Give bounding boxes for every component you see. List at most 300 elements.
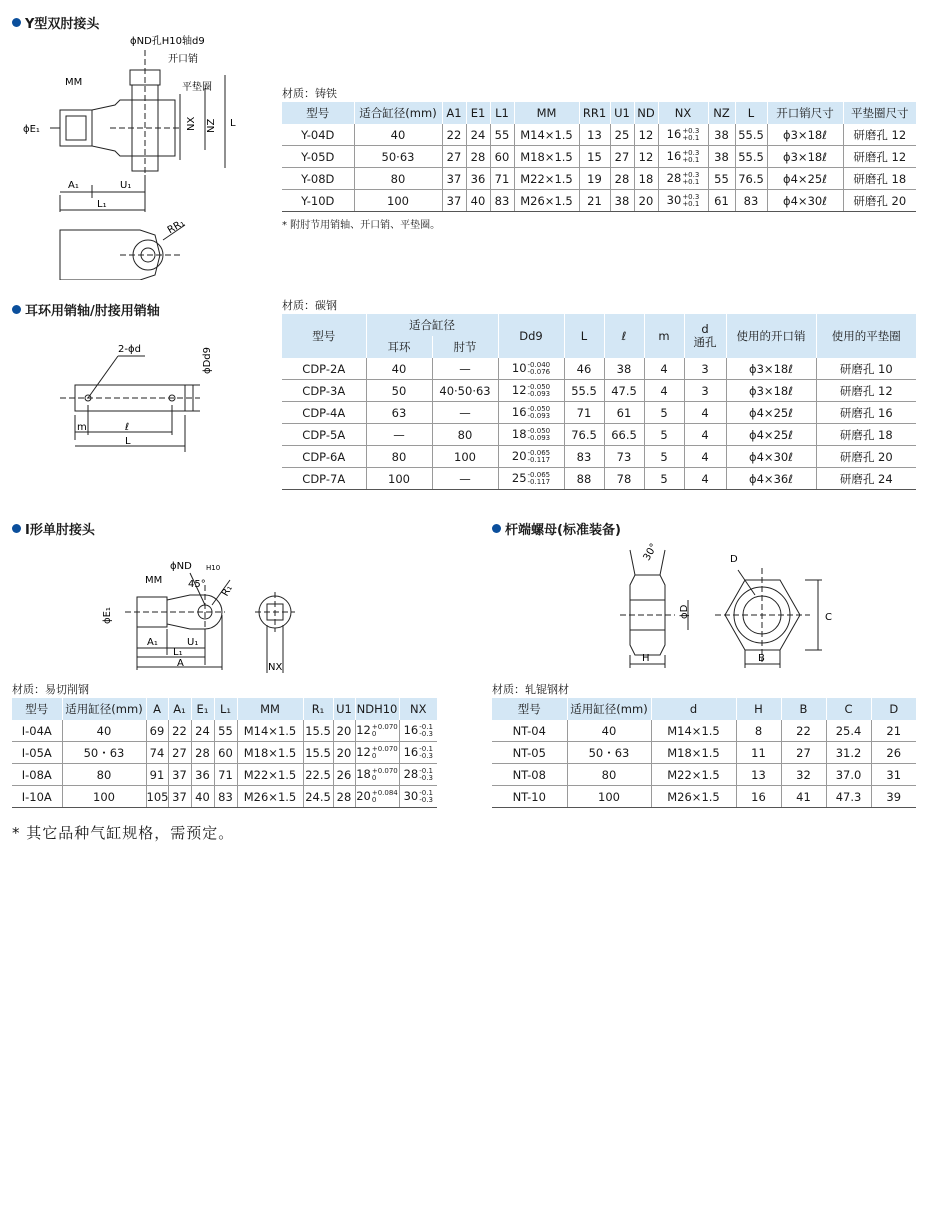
label-u1: U₁	[187, 637, 199, 648]
table-row	[282, 468, 916, 490]
table-cell: CDP-5A	[282, 424, 366, 446]
table-cell: 32	[781, 764, 826, 786]
pin-table	[282, 314, 916, 490]
label-nd-sub: H10	[206, 564, 221, 572]
table-cell: ϕ3×18ℓ	[726, 358, 816, 380]
table-row	[282, 424, 916, 446]
section-title-text: 耳环用销轴/肘接用销轴	[25, 304, 160, 319]
col-header: 使用的平垫圈	[816, 314, 916, 358]
table-cell: 12 +0.070 0	[355, 742, 399, 764]
table-cell: 13	[579, 124, 610, 146]
y-joint-drawing	[20, 30, 260, 280]
table-cell: 37.0	[826, 764, 871, 786]
section-title-text: 杆端螺母(标准装备)	[505, 523, 621, 538]
label-e1: ϕE₁	[23, 124, 40, 135]
table-cell: 4	[644, 358, 684, 380]
table-cell: 80	[366, 446, 432, 468]
table-cell: 40	[466, 190, 490, 212]
table-cell: M18×1.5	[651, 742, 736, 764]
table-row	[492, 764, 916, 786]
table-cell: ϕ3×18ℓ	[767, 124, 843, 146]
table-cell: 16	[736, 786, 781, 808]
table-cell: 31	[871, 764, 916, 786]
table-cell: 18 +0.070 0	[355, 764, 399, 786]
table-cell: M18×1.5	[237, 742, 303, 764]
col-header: m	[644, 314, 684, 358]
table-cell: 46	[564, 358, 604, 380]
col-header: L₁	[214, 698, 237, 720]
label-r1: R₁	[219, 583, 235, 599]
table-row	[12, 786, 437, 808]
table-cell: 研磨孔 20	[816, 446, 916, 468]
col-header: L	[735, 102, 767, 124]
table-cell: NT-10	[492, 786, 567, 808]
table-cell: 71	[564, 402, 604, 424]
table-cell: 4	[684, 446, 726, 468]
table-cell: 4	[684, 402, 726, 424]
table-cell: ϕ4×25ℓ	[726, 424, 816, 446]
table-cell: 100	[366, 468, 432, 490]
table-cell: ϕ4×25ℓ	[767, 168, 843, 190]
col-header: A	[146, 698, 168, 720]
y-joint-material: 材质：铸铁	[282, 87, 337, 100]
table-cell: ϕ4×30ℓ	[726, 446, 816, 468]
bullet-icon	[12, 305, 21, 314]
label-c: C	[825, 612, 832, 623]
table-cell: NT-05	[492, 742, 567, 764]
table-cell: 100	[432, 446, 498, 468]
table-cell: 66.5	[604, 424, 644, 446]
label-nd: ϕND孔H10轴d9	[130, 36, 205, 47]
label-h: H	[642, 653, 650, 664]
table-cell: 71	[214, 764, 237, 786]
table-cell: 12	[634, 146, 658, 168]
table-cell: 28	[466, 146, 490, 168]
table-cell: 研磨孔 10	[816, 358, 916, 380]
section-title-i-joint	[12, 519, 95, 538]
table-cell: 19	[579, 168, 610, 190]
label-d: ϕD	[679, 604, 690, 619]
table-cell: M22×1.5	[514, 168, 579, 190]
table-cell: 76.5	[564, 424, 604, 446]
col-header: A1	[442, 102, 466, 124]
table-cell: 12	[634, 124, 658, 146]
table-cell: I-05A	[12, 742, 62, 764]
col-header: 型号	[492, 698, 567, 720]
table-cell: 30 +0.3 +0.1	[658, 190, 708, 212]
col-header: 使用的开口销	[726, 314, 816, 358]
table-cell: 27	[610, 146, 634, 168]
col-header: 适用缸径(mm)	[62, 698, 146, 720]
col-header: d 通孔	[684, 314, 726, 358]
table-cell: 40	[191, 786, 214, 808]
i-joint-table	[12, 698, 437, 808]
col-header: ND	[634, 102, 658, 124]
col-header: 型号	[12, 698, 62, 720]
table-cell: 28 +0.3 +0.1	[658, 168, 708, 190]
label-mm: MM	[145, 575, 163, 586]
table-row	[282, 124, 916, 146]
col-header: L	[564, 314, 604, 358]
table-cell: 28	[191, 742, 214, 764]
table-row	[12, 720, 437, 742]
table-cell: 88	[564, 468, 604, 490]
table-cell: 50・63	[567, 742, 651, 764]
col-header: 型号	[282, 314, 366, 358]
table-cell: 55	[708, 168, 735, 190]
table-cell: 20	[634, 190, 658, 212]
bullet-icon	[12, 524, 21, 533]
table-cell: 27	[168, 742, 191, 764]
col-header: MM	[514, 102, 579, 124]
nut-header-row	[492, 698, 916, 720]
table-cell: 39	[871, 786, 916, 808]
table-cell: 12 -0.050 -0.093	[498, 380, 564, 402]
table-cell: 研磨孔 16	[816, 402, 916, 424]
col-header: NX	[399, 698, 437, 720]
table-cell: 83	[490, 190, 514, 212]
table-cell: 36	[191, 764, 214, 786]
table-row	[282, 168, 916, 190]
table-cell: 61	[604, 402, 644, 424]
label-angle: 45°	[188, 579, 206, 590]
table-cell: 研磨孔 20	[843, 190, 916, 212]
col-header: NZ	[708, 102, 735, 124]
table-cell: 5	[644, 446, 684, 468]
table-cell: 25	[610, 124, 634, 146]
col-header: 型号	[282, 102, 354, 124]
y-joint-header-row	[282, 102, 916, 124]
table-cell: 55	[490, 124, 514, 146]
col-header: MM	[237, 698, 303, 720]
table-cell: 5	[644, 468, 684, 490]
table-cell: 60	[214, 742, 237, 764]
table-cell: 18	[634, 168, 658, 190]
table-cell: 100	[62, 786, 146, 808]
section-title-nut	[492, 519, 621, 538]
table-cell: 4	[644, 380, 684, 402]
col-header: d	[651, 698, 736, 720]
table-cell: 3	[684, 380, 726, 402]
table-cell: 69	[146, 720, 168, 742]
col-header: NX	[658, 102, 708, 124]
table-cell: 76.5	[735, 168, 767, 190]
footer-note: * 其它品种气缸规格，需预定。	[12, 824, 235, 842]
table-row	[282, 146, 916, 168]
table-cell: 27	[442, 146, 466, 168]
label-split-pin: 开口销	[168, 54, 198, 65]
table-cell: 26	[333, 764, 355, 786]
table-cell: I-10A	[12, 786, 62, 808]
label-nx: NX	[186, 116, 197, 131]
table-cell: 26	[871, 742, 916, 764]
table-cell: CDP-3A	[282, 380, 366, 402]
table-cell: 16 +0.3 +0.1	[658, 124, 708, 146]
table-cell: CDP-7A	[282, 468, 366, 490]
table-cell: 16 -0.1 -0.3	[399, 742, 437, 764]
col-header: D	[871, 698, 916, 720]
table-cell: 37	[442, 168, 466, 190]
label-l: L	[230, 118, 236, 129]
table-cell: 16 +0.3 +0.1	[658, 146, 708, 168]
table-cell: Y-05D	[282, 146, 354, 168]
label-a1: A₁	[147, 637, 158, 648]
table-cell: 38	[708, 124, 735, 146]
table-cell: 83	[735, 190, 767, 212]
table-cell: —	[432, 358, 498, 380]
table-cell: 13	[736, 764, 781, 786]
table-cell: 55.5	[735, 124, 767, 146]
table-cell: 31.2	[826, 742, 871, 764]
table-cell: 研磨孔 24	[816, 468, 916, 490]
table-cell: 50・63	[62, 742, 146, 764]
table-cell: 5	[644, 424, 684, 446]
nut-table	[492, 698, 916, 808]
table-cell: 61	[708, 190, 735, 212]
label-nz: NZ	[206, 118, 217, 133]
table-cell: NT-04	[492, 720, 567, 742]
table-cell: 83	[564, 446, 604, 468]
table-cell: NT-08	[492, 764, 567, 786]
table-cell: 22.5	[303, 764, 333, 786]
table-cell: 91	[146, 764, 168, 786]
table-cell: 研磨孔 18	[816, 424, 916, 446]
table-cell: 20	[333, 742, 355, 764]
table-cell: 10 -0.040 -0.076	[498, 358, 564, 380]
col-header: E₁	[191, 698, 214, 720]
table-cell: 4	[684, 424, 726, 446]
table-row	[12, 742, 437, 764]
col-header: 适合缸径	[366, 314, 498, 336]
table-cell: —	[432, 468, 498, 490]
label-angle: 30°	[641, 541, 660, 563]
table-cell: CDP-6A	[282, 446, 366, 468]
bullet-icon	[12, 18, 21, 27]
table-cell: 50·63	[354, 146, 442, 168]
table-cell: 28	[610, 168, 634, 190]
col-header: Dd9	[498, 314, 564, 358]
table-cell: —	[432, 402, 498, 424]
table-cell: 4	[684, 468, 726, 490]
table-cell: 47.5	[604, 380, 644, 402]
table-cell: 3	[684, 358, 726, 380]
table-cell: 37	[168, 786, 191, 808]
table-cell: Y-08D	[282, 168, 354, 190]
table-cell: 60	[490, 146, 514, 168]
i-joint-drawing	[95, 555, 310, 675]
table-cell: 37	[442, 190, 466, 212]
section-title-pin	[12, 300, 160, 319]
table-cell: ϕ3×18ℓ	[726, 380, 816, 402]
table-row	[12, 764, 437, 786]
table-cell: 24	[466, 124, 490, 146]
i-joint-header-row	[12, 698, 437, 720]
col-header: E1	[466, 102, 490, 124]
pin-drawing	[60, 340, 220, 460]
table-cell: 36	[466, 168, 490, 190]
label-a: A	[177, 658, 184, 669]
table-cell: 47.3	[826, 786, 871, 808]
table-cell: 16 -0.1 -0.3	[399, 720, 437, 742]
table-cell: 73	[604, 446, 644, 468]
table-cell: M26×1.5	[651, 786, 736, 808]
table-cell: 12 +0.070 0	[355, 720, 399, 742]
table-cell: 21	[871, 720, 916, 742]
table-row	[282, 446, 916, 468]
table-cell: 研磨孔 18	[843, 168, 916, 190]
label-b: B	[758, 653, 765, 664]
table-row	[282, 190, 916, 212]
table-cell: 100	[354, 190, 442, 212]
table-cell: 18 -0.050 -0.093	[498, 424, 564, 446]
col-header: 适合缸径(mm)	[354, 102, 442, 124]
table-cell: 40	[366, 358, 432, 380]
col-header: RR1	[579, 102, 610, 124]
label-nx: NX	[268, 662, 283, 673]
y-joint-note: * 附肘节用销轴、开口销、平垫圈。	[282, 220, 441, 231]
table-cell: 80	[567, 764, 651, 786]
table-row	[282, 402, 916, 424]
col-header: L1	[490, 102, 514, 124]
nut-material: 材质：轧锟钢材	[492, 683, 569, 696]
table-cell: 78	[604, 468, 644, 490]
label-rr1: RR₁	[165, 217, 187, 237]
table-row	[492, 786, 916, 808]
table-cell: 25 -0.065 -0.117	[498, 468, 564, 490]
col-header: ℓ	[604, 314, 644, 358]
col-header: H	[736, 698, 781, 720]
table-cell: 83	[214, 786, 237, 808]
table-cell: 11	[736, 742, 781, 764]
table-cell: 63	[366, 402, 432, 424]
table-cell: 20	[333, 720, 355, 742]
table-cell: 28 -0.1 -0.3	[399, 764, 437, 786]
table-cell: 40·50·63	[432, 380, 498, 402]
pin-header-row	[282, 314, 916, 336]
table-cell: 80	[354, 168, 442, 190]
table-cell: 24.5	[303, 786, 333, 808]
table-cell: 15	[579, 146, 610, 168]
table-cell: 20 -0.065 -0.117	[498, 446, 564, 468]
table-cell: 22	[168, 720, 191, 742]
pin-material: 材质：碳钢	[282, 299, 337, 312]
label-mm: MM	[65, 77, 83, 88]
table-cell: M22×1.5	[237, 764, 303, 786]
table-cell: Y-10D	[282, 190, 354, 212]
table-cell: M22×1.5	[651, 764, 736, 786]
table-cell: CDP-4A	[282, 402, 366, 424]
table-cell: ϕ4×30ℓ	[767, 190, 843, 212]
table-cell: M14×1.5	[237, 720, 303, 742]
col-header: NDH10	[355, 698, 399, 720]
table-row	[282, 380, 916, 402]
i-joint-material: 材质：易切削钢	[12, 683, 89, 696]
col-header: 平垫圈尺寸	[843, 102, 916, 124]
table-cell: 8	[736, 720, 781, 742]
nut-drawing	[610, 540, 860, 675]
table-cell: 24	[191, 720, 214, 742]
table-cell: I-04A	[12, 720, 62, 742]
table-cell: 16 -0.050 -0.093	[498, 402, 564, 424]
table-cell: 40	[567, 720, 651, 742]
table-cell: 15.5	[303, 720, 333, 742]
col-header: C	[826, 698, 871, 720]
table-cell: 5	[644, 402, 684, 424]
table-cell: 80	[432, 424, 498, 446]
col-header: A₁	[168, 698, 191, 720]
table-cell: 71	[490, 168, 514, 190]
label-l1: L₁	[173, 647, 183, 658]
label-ell: ℓ	[125, 422, 130, 433]
table-cell: 55.5	[564, 380, 604, 402]
table-cell: M14×1.5	[651, 720, 736, 742]
label-e1: ϕE₁	[102, 607, 113, 624]
table-row	[282, 358, 916, 380]
table-cell: M14×1.5	[514, 124, 579, 146]
col-header: U1	[610, 102, 634, 124]
bullet-icon	[492, 524, 501, 533]
col-header: 肘节	[432, 336, 498, 358]
table-cell: 40	[354, 124, 442, 146]
table-cell: 38	[708, 146, 735, 168]
table-cell: CDP-2A	[282, 358, 366, 380]
table-cell: M26×1.5	[237, 786, 303, 808]
label-dd9: ϕDd9	[202, 346, 213, 374]
table-cell: 30 -0.1 -0.3	[399, 786, 437, 808]
table-row	[492, 742, 916, 764]
table-cell: 55.5	[735, 146, 767, 168]
table-cell: 50	[366, 380, 432, 402]
col-header: 适用缸径(mm)	[567, 698, 651, 720]
table-cell: 38	[604, 358, 644, 380]
y-joint-table	[282, 102, 916, 212]
label-a1: A₁	[68, 180, 79, 191]
label-nd: ϕND	[170, 561, 192, 572]
col-header: B	[781, 698, 826, 720]
table-cell: 20 +0.084 0	[355, 786, 399, 808]
label-washer: 平垫圈	[182, 82, 212, 93]
section-title-text: I形单肘接头	[25, 523, 95, 538]
table-cell: 80	[62, 764, 146, 786]
label-l: L	[125, 436, 131, 447]
table-cell: I-08A	[12, 764, 62, 786]
table-cell: ϕ3×18ℓ	[767, 146, 843, 168]
table-cell: 22	[442, 124, 466, 146]
table-cell: M18×1.5	[514, 146, 579, 168]
table-cell: 41	[781, 786, 826, 808]
table-cell: 15.5	[303, 742, 333, 764]
table-cell: —	[366, 424, 432, 446]
table-cell: 25.4	[826, 720, 871, 742]
table-cell: ϕ4×25ℓ	[726, 402, 816, 424]
col-header: 耳环	[366, 336, 432, 358]
table-cell: 22	[781, 720, 826, 742]
table-cell: 研磨孔 12	[843, 124, 916, 146]
table-row	[492, 720, 916, 742]
label-dd: D	[730, 554, 738, 565]
table-cell: 37	[168, 764, 191, 786]
table-cell: 21	[579, 190, 610, 212]
table-cell: 38	[610, 190, 634, 212]
table-cell: 55	[214, 720, 237, 742]
label-m: m	[77, 422, 87, 433]
table-cell: 100	[567, 786, 651, 808]
label-l1: L₁	[97, 199, 107, 210]
table-cell: ϕ4×36ℓ	[726, 468, 816, 490]
col-header: 开口销尺寸	[767, 102, 843, 124]
table-cell: 40	[62, 720, 146, 742]
table-cell: M26×1.5	[514, 190, 579, 212]
